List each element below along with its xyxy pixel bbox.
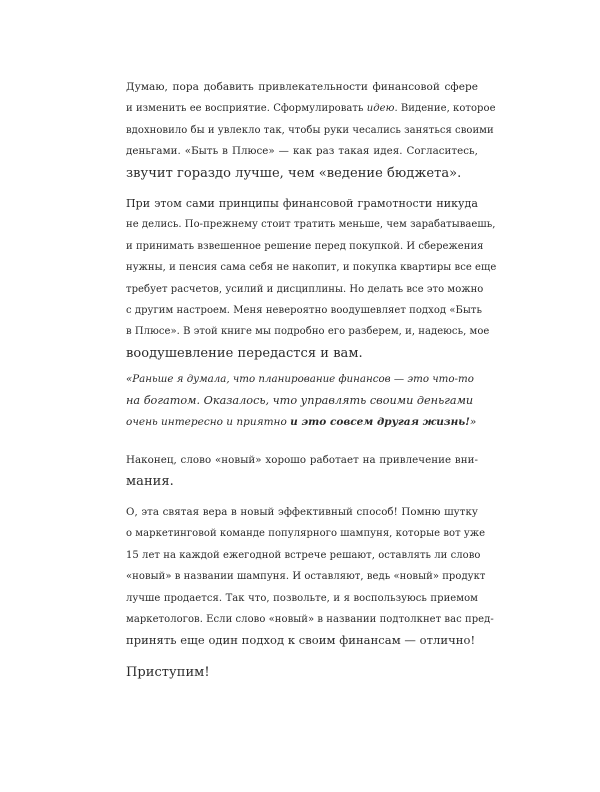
text-line: вдохновило бы и увлекло так, чтобы руки чесались заняться своими xyxy=(126,124,494,136)
text-fragment: и изменить ее восприятие. Сформулировать xyxy=(126,103,367,115)
pull-quote xyxy=(126,369,478,433)
paragraph-1 xyxy=(126,77,496,184)
text-line: Думаю, пора добавить привлекательности финансовой сфере xyxy=(126,81,478,93)
text-line: не делись. По-прежнему стоит тратить меньше, чем зарабатываешь, xyxy=(126,219,496,231)
quote-line: на богатом. Оказалось, что управлять своими деньгами xyxy=(126,394,474,408)
quote-line: «Раньше я думала, что планирование финансов — это что-то xyxy=(126,373,474,385)
text-line: лучше продается. Так что, позвольте, и я воспользуюсь приемом xyxy=(126,592,478,604)
italic-word: идею xyxy=(366,103,395,115)
text-line: звучит гораздо лучше, чем «ведение бюджета». xyxy=(126,165,462,181)
text-line: «новый» в названии шампуня. И оставляют, ведь «новый» продукт xyxy=(126,571,486,583)
text-line: маркетологов. Если слово «новый» в названии подтолкнет вас пред- xyxy=(126,614,494,626)
paragraph-2 xyxy=(126,193,497,364)
text-line: деньгами. «Быть в Плюсе» — как раз такая идея. Согласитесь, xyxy=(126,145,478,158)
text-line: При этом сами принципы финансовой грамотности никуда xyxy=(126,197,478,210)
text-line: и принимать взвешенное решение перед покупкой. И сбережения xyxy=(126,240,484,252)
quote-emphasis: и это совсем другая жизнь! xyxy=(290,415,470,428)
quote-fragment: » xyxy=(469,415,477,428)
text-line: Приступим! xyxy=(126,665,210,680)
text-line: О, эта святая вера в новый эффективный способ! Помню шутку xyxy=(126,506,478,518)
text-line: воодушевление передастся и вам. xyxy=(126,345,363,361)
quote-fragment: очень интересно и приятно xyxy=(126,415,291,428)
text-line: принять еще один подход к своим финансам — отлично! xyxy=(126,633,476,648)
text-fragment: . Видение, которое xyxy=(394,103,496,115)
text-line: Наконец, слово «новый» хорошо работает на привлечение вни- xyxy=(126,454,478,466)
paragraph-3 xyxy=(126,450,478,493)
text-line: 15 лет на каждой ежегодной встрече решают, оставлять ли слово xyxy=(126,549,481,561)
paragraph-4 xyxy=(126,502,494,652)
text-line xyxy=(126,98,496,119)
text-line: мания. xyxy=(126,474,174,490)
quote-line xyxy=(126,412,478,433)
text-line: в Плюсе». В этой книге мы подробно его разберем, и, надеюсь, мое xyxy=(126,326,490,338)
paragraph-5 xyxy=(126,662,478,683)
text-line: требует расчетов, усилий и дисциплины. Но делать все это можно xyxy=(126,283,484,295)
text-line: нужны, и пенсия сама себя не накопит, и покупка квартиры все еще xyxy=(126,262,497,274)
text-line: о маркетинговой команде популярного шампуня, которые вот уже xyxy=(126,528,486,540)
text-line: с другим настроем. Меня невероятно воодушевляет подход «Быть xyxy=(126,305,482,317)
